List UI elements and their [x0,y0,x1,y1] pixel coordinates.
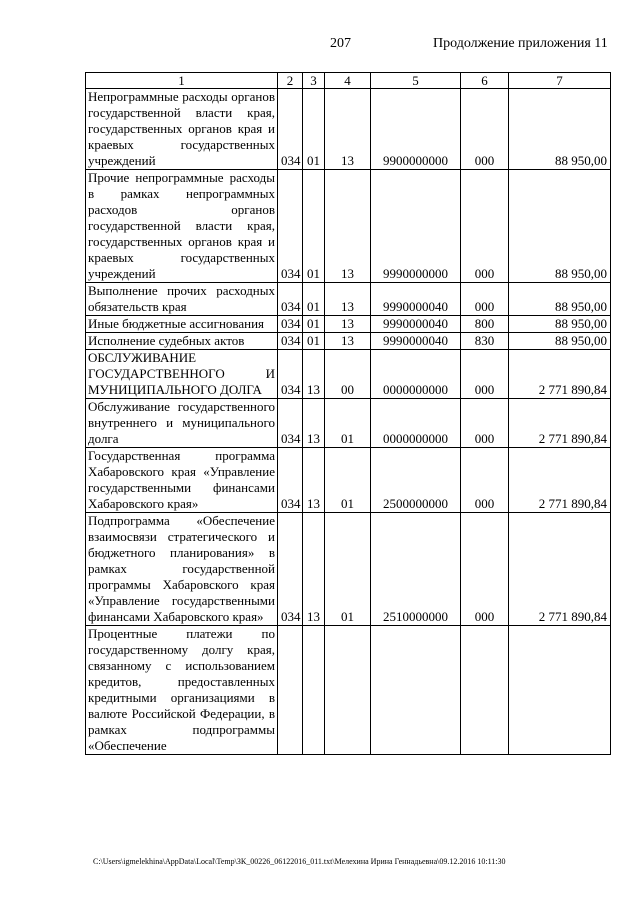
expense-type-cell: 000 [461,283,509,316]
column-header: 4 [325,73,371,89]
expense-type-cell: 000 [461,513,509,626]
row-name-cell: Исполнение судебных актов [86,333,278,350]
subsection-cell: 13 [325,333,371,350]
expense-type-cell: 000 [461,350,509,399]
admin-code-cell: 034 [278,316,303,333]
section-cell: 01 [303,316,325,333]
appendix-title: Продолжение приложения 11 [433,36,608,51]
admin-code-cell: 034 [278,283,303,316]
column-header: 1 [86,73,278,89]
section-cell: 13 [303,350,325,399]
subsection-cell: 01 [325,399,371,448]
admin-code-cell: 034 [278,333,303,350]
target-article-cell: 0000000000 [371,399,461,448]
row-name-cell: Обслуживание государственного внутреннего и муниципального долга [86,399,278,448]
expense-type-cell: 000 [461,89,509,170]
row-name-cell: Выполнение прочих расходных обязательств края [86,283,278,316]
table-row [86,399,611,448]
table-row [86,170,611,283]
table-row [86,448,611,513]
page-number: 207 [330,36,351,51]
subsection-cell: 00 [325,350,371,399]
target-article-cell: 9900000000 [371,89,461,170]
footer-file-path: C:\Users\igmelekhina\AppData\Local\Temp\ЗК_00226_06122016_011.txt\Мелехина Ирина Геннадьевна\09.12.2016 10:11:30 [93,857,506,866]
target-article-cell: 9990000000 [371,170,461,283]
target-article-cell: 2510000000 [371,513,461,626]
section-cell: 01 [303,283,325,316]
table-row [86,89,611,170]
row-name-cell: Подпрограмма «Обеспечение взаимосвязи стратегического и бюджетного планирования» в рамках государственной программы Хабаровского края «Управление государственными финансами Хабаровского края» [86,513,278,626]
section-cell: 13 [303,448,325,513]
amount-cell: 2 771 890,84 [509,513,611,626]
section-cell: 01 [303,170,325,283]
row-name-cell: Процентные платежи по государственному долгу края, связанному с использованием кредитов, предоставленных кредитными организациями в валюте Российской Федерации, в рамках подпрограммы «Обеспечение [86,626,278,755]
subsection-cell [325,626,371,755]
target-article-cell: 9990000040 [371,316,461,333]
subsection-cell: 13 [325,170,371,283]
table-row [86,316,611,333]
admin-code-cell: 034 [278,448,303,513]
row-name-cell: Иные бюджетные ассигнования [86,316,278,333]
row-name-cell: ОБСЛУЖИВАНИЕ ГОСУДАРСТВЕННОГО И МУНИЦИПАЛЬНОГО ДОЛГА [86,350,278,399]
table-row [86,513,611,626]
table-row [86,626,611,755]
amount-cell: 88 950,00 [509,283,611,316]
row-name-cell: Непрограммные расходы органов государственной власти края, государственных органов края и краевых государственных учреждений [86,89,278,170]
subsection-cell: 01 [325,448,371,513]
section-cell: 01 [303,89,325,170]
amount-cell: 2 771 890,84 [509,350,611,399]
section-cell: 13 [303,399,325,448]
target-article-cell: 0000000000 [371,350,461,399]
budget-table [85,72,611,755]
expense-type-cell: 800 [461,316,509,333]
section-cell [303,626,325,755]
row-name-cell: Государственная программа Хабаровского края «Управление государственными финансами Хабаровского края» [86,448,278,513]
expense-type-cell: 000 [461,399,509,448]
admin-code-cell: 034 [278,513,303,626]
expense-type-cell: 000 [461,448,509,513]
column-header: 6 [461,73,509,89]
table-row [86,350,611,399]
column-header: 3 [303,73,325,89]
section-cell: 13 [303,513,325,626]
table-header-row [86,73,611,89]
table-row [86,283,611,316]
column-header: 5 [371,73,461,89]
admin-code-cell: 034 [278,399,303,448]
amount-cell: 2 771 890,84 [509,399,611,448]
expense-type-cell: 830 [461,333,509,350]
target-article-cell: 2500000000 [371,448,461,513]
admin-code-cell: 034 [278,89,303,170]
column-header: 7 [509,73,611,89]
target-article-cell: 9990000040 [371,333,461,350]
admin-code-cell: 034 [278,350,303,399]
amount-cell [509,626,611,755]
amount-cell: 88 950,00 [509,89,611,170]
amount-cell: 88 950,00 [509,316,611,333]
admin-code-cell: 034 [278,170,303,283]
subsection-cell: 13 [325,283,371,316]
admin-code-cell [278,626,303,755]
subsection-cell: 13 [325,89,371,170]
subsection-cell: 13 [325,316,371,333]
target-article-cell: 9990000040 [371,283,461,316]
expense-type-cell: 000 [461,170,509,283]
amount-cell: 2 771 890,84 [509,448,611,513]
row-name-cell: Прочие непрограммные расходы в рамках непрограммных расходов органов государственной власти края, государственных органов края и краевых государственных учреждений [86,170,278,283]
table-row [86,333,611,350]
column-header: 2 [278,73,303,89]
amount-cell: 88 950,00 [509,170,611,283]
subsection-cell: 01 [325,513,371,626]
target-article-cell [371,626,461,755]
amount-cell: 88 950,00 [509,333,611,350]
expense-type-cell [461,626,509,755]
section-cell: 01 [303,333,325,350]
